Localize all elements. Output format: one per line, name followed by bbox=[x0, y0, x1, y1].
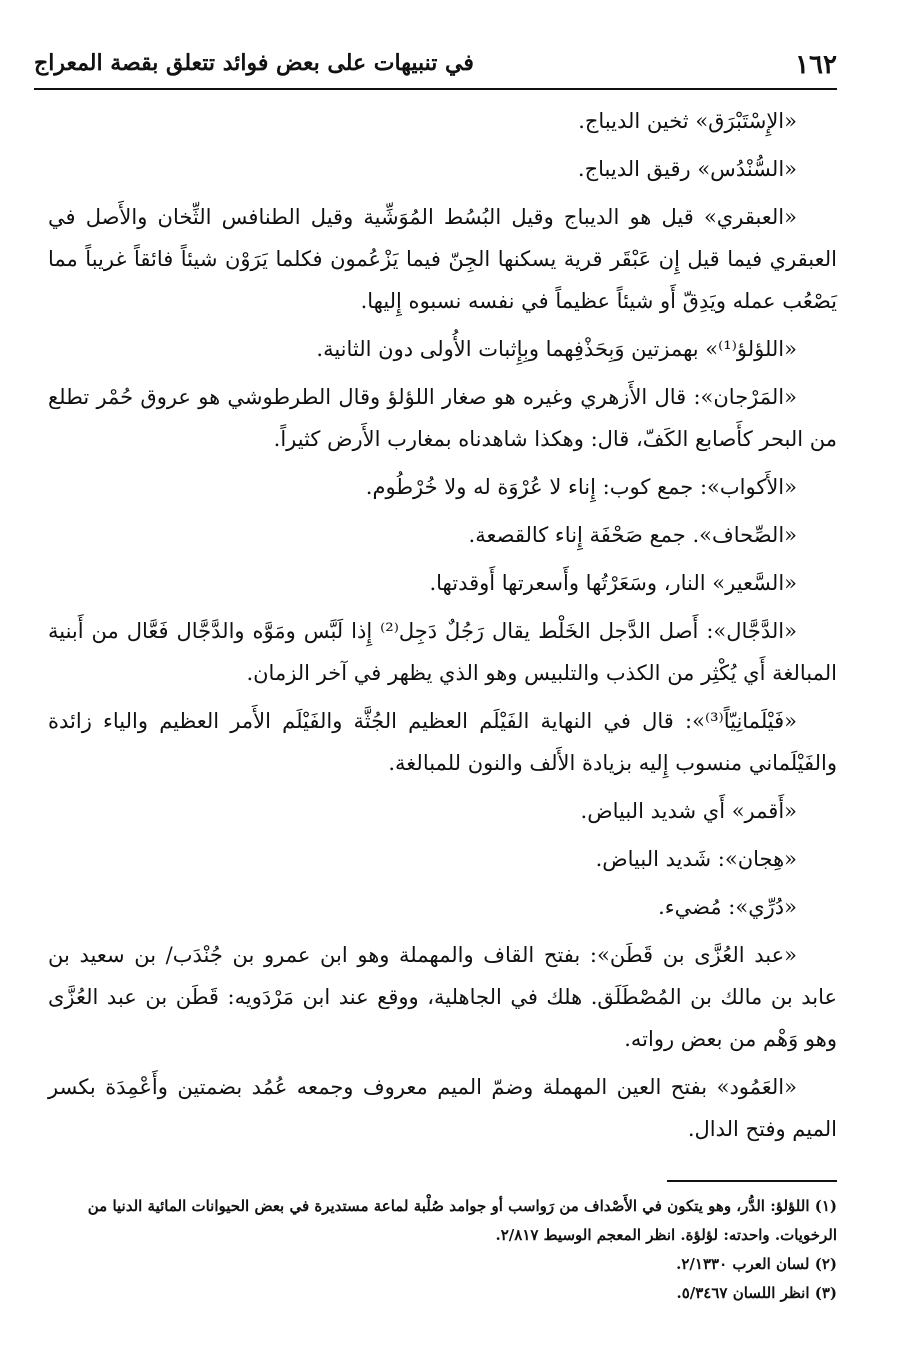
glossary-entry-durri: «دُرِّي»: مُضيء. bbox=[658, 895, 797, 919]
glossary-entry-saeer: «السَّعير» النار، وسَعَرْتُها وأَسعرتها أَوقدتها. bbox=[429, 571, 797, 595]
glossary-entry-hijan: «هِجان»: شَديد البياض. bbox=[595, 847, 797, 871]
glossary-entry-aqmar: «أَقمر» أَي شديد البياض. bbox=[580, 799, 797, 823]
glossary-entry-amud: «العَمُود» بفتح العين المهملة وضمّ الميم معروف وجمعه عُمُد بضمتين وأَعْمِدَة بكسر الميم وفتح الدال. bbox=[48, 1075, 837, 1141]
glossary-entry-abd-al-uzza: «عبد العُزَّى بن قَطَن»: بفتح القاف والمهملة وهو ابن عمرو بن جُنْدَب/ بن سعيد بن عابد بن مالك بن المُصْطَلَق. هلك في الجاهلية، ووقع عند ابن مَرْدَويه: قَطَن بن عبد العُزَّى وهو وَهْم من بعض رواته. bbox=[48, 943, 837, 1051]
glossary-entry-istabraq: «الإِسْتَبْرَق» ثخين الديباج. bbox=[578, 109, 797, 133]
footnote-rule bbox=[667, 1180, 837, 1182]
footnotes bbox=[48, 1192, 837, 1308]
header-rule bbox=[34, 88, 837, 90]
glossary-entry-sihaf: «الصِّحاف». جمع صَحْفَة إِناء كالقصعة. bbox=[468, 523, 797, 547]
running-title: في تنبيهات على بعض فوائد تتعلق بقصة المعراج bbox=[34, 50, 474, 76]
glossary-entry-faylamani: «فَيْلَمانِيّاً⁽³⁾»: قال في النهاية الفَيْلَم العظيم الجُثَّة والفَيْلَم الأَمر العظيم والياء زائدة والفَيْلَماني منسوب إِليه بزيادة الأَلف والنون للمبالغة. bbox=[48, 709, 837, 775]
footnote-2: (٢) لسان العرب ٢/١٣٣٠. bbox=[676, 1255, 837, 1273]
footnote-3: (٣) انظر اللسان ٥/٣٤٦٧. bbox=[676, 1284, 837, 1302]
glossary-entry-sundus: «السُّنْدُس» رقيق الديباج. bbox=[577, 157, 797, 181]
glossary-body bbox=[48, 100, 837, 1156]
page-header bbox=[34, 42, 837, 86]
glossary-entry-marjan: «المَرْجان»: قال الأَزهري وغيره هو صغار اللؤلؤ وقال الطرطوشي هو عروق حُمْر تطلع من البحر كأَصابع الكَفّ، قال: وهكذا شاهدناه بمغارب الأَرض كثيراً. bbox=[48, 385, 837, 451]
glossary-entry-dajjal: «الدَّجَّال»: أَصل الدَّجل الخَلْط يقال رَجُلٌ دَجِل⁽²⁾ إِذا لَبَّس ومَوَّه والدَّجَّال فَعَّال من أَبنية المبالغة أَي يُكْثِر من الكذب والتلبيس وهو الذي يظهر في آخر الزمان. bbox=[48, 619, 837, 685]
page-number: ١٦٢ bbox=[795, 50, 837, 80]
glossary-entry-abqari: «العبقري» قيل هو الديباج وقيل البُسُط المُوَشِّية وقيل الطنافس الثِّخان والأَصل في العبقري فيما قيل إِن عَبْقَر قرية يسكنها الجِنّ فيما يَزْعُمون فكلما يَرَوْن شيئاً فائقاً غريباً مما يَصْعُب عمله ويَدِقّ أَو شيئاً عظيماً في نفسه نسبوه إِليها. bbox=[48, 205, 837, 313]
footnote-1: (١) اللؤلؤ: الدُّر، وهو يتكون في الأَصْداف من رَواسب أو جوامد صُلْبة لماعة مستديرة في بعض الحيوانات المائية الدنيا من الرخويات. واحدته: لؤلؤة. انظر المعجم الوسيط ٢/٨١٧. bbox=[87, 1197, 837, 1244]
glossary-entry-akwab: «الأَكواب»: جمع كوب: إِناء لا عُرْوَة له ولا خُرْطُوم. bbox=[365, 475, 797, 499]
glossary-entry-lulu: «اللؤلؤ⁽¹⁾» بهمزتين وَبِحَذْفِهما وبِإِثبات الأُولى دون الثانية. bbox=[316, 337, 797, 361]
